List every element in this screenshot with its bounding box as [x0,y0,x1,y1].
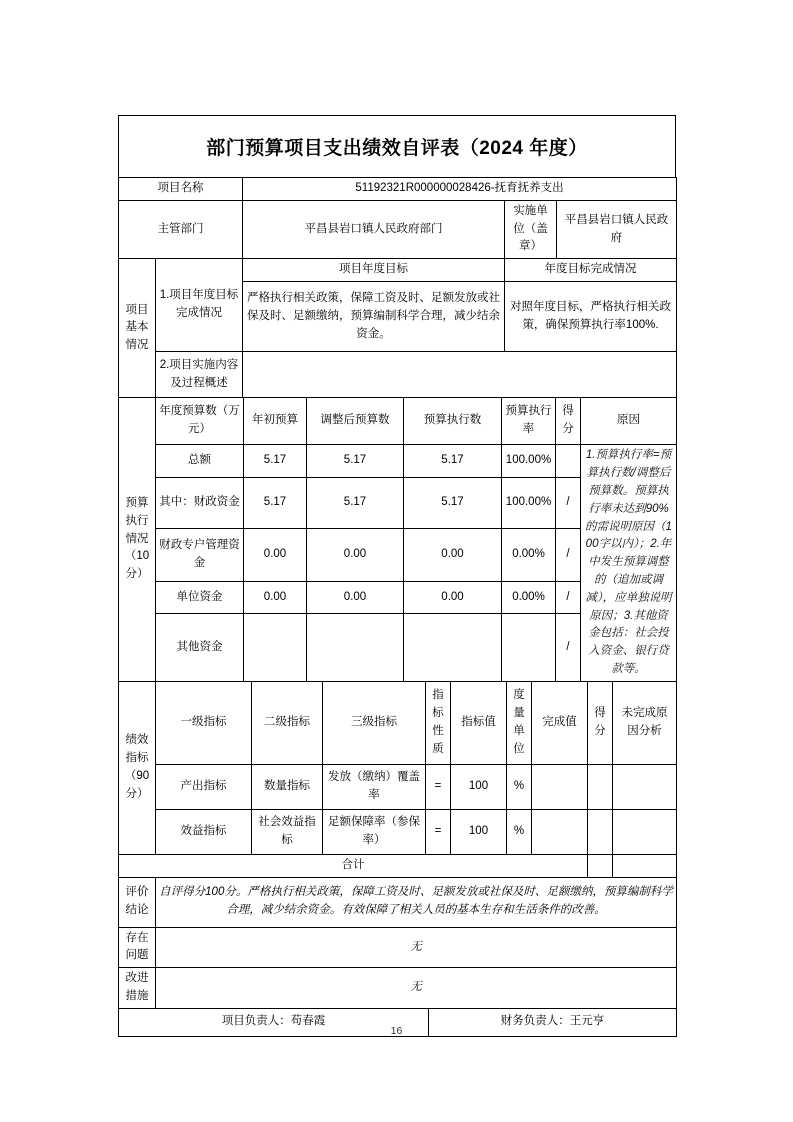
problems-text: 无 [156,927,677,968]
conclusion-label: 评价结论 [119,877,156,927]
basic-row2-label: 2.项目实施内容及过程概述 [156,352,243,398]
project-info-table [118,177,677,259]
basic-info-table [118,258,677,398]
project-name-value: 51192321R000000028426-抚育抚养支出 [243,178,677,201]
budget-cell-executed: 5.17 [404,445,502,477]
perf-cell-score [588,809,613,854]
perf-cell-l3: 足额保障率（参保率） [323,809,426,854]
dept-value: 平昌县岩口镇人民政府部门 [243,200,505,258]
basic-row1-label: 1.项目年度目标完成情况 [156,259,243,352]
budget-header-reason: 原因 [581,398,677,445]
perf-total-score [588,854,613,877]
budget-row-label: 其中：财政资金 [156,477,244,529]
perf-cell-done [532,764,588,809]
budget-header-rate: 预算执行率 [502,398,556,445]
basic-header-row [119,259,677,282]
perf-total-row [119,854,677,877]
perf-total-reason [613,854,677,877]
budget-reason-note: 1.预算执行率=预算执行数/调整后预算数。预算执行率未达到90%的需说明原因（100字以内）；2.年中发生预算调整的（追加或调减），应单独说明原因；3.其他资金包括：社会投入资金、银行贷款等。 [581,445,677,682]
budget-cell-score: / [556,477,581,529]
budget-cell-executed: 0.00 [404,529,502,582]
completion-text: 对照年度目标，严格执行相关政策，确保预算执行率100%. [505,282,677,352]
perf-cell-l3: 发放（缴纳）覆盖率 [323,764,426,809]
performance-table [118,681,677,878]
budget-cell-executed [404,614,502,681]
perf-cell-nature: = [426,764,451,809]
budget-cell-initial: 5.17 [244,445,307,477]
budget-cell-score: / [556,614,581,681]
perf-header-done: 完成值 [532,681,588,764]
improve-label: 改进措施 [119,968,156,1009]
perf-header-reason: 未完成原因分析 [613,681,677,764]
evaluation-table [118,115,676,1037]
budget-header-annual: 年度预算数（万元） [156,398,244,445]
completion-header: 年度目标完成情况 [505,259,677,282]
budget-cell-initial: 5.17 [244,477,307,529]
perf-cell-l2: 社会效益指标 [252,809,323,854]
budget-header-row [119,398,677,445]
budget-cell-initial: 0.00 [244,529,307,582]
budget-cell-executed: 0.00 [404,582,502,614]
perf-cell-l2: 数量指标 [252,764,323,809]
conclusion-text: 自评得分100分。严格执行相关政策，保障工资及时、足额发放或社保及时、足额缴纳，预算编制科学合理，减少结余资金。有效保障了相关人员的基本生存和生活条件的改善。 [156,877,677,927]
budget-cell-initial [244,614,307,681]
title-box [118,115,676,178]
budget-header-adjusted: 调整后预算数 [307,398,404,445]
perf-cell-unit: % [507,809,532,854]
budget-row-label: 财政专户管理资金 [156,529,244,582]
budget-cell-rate: 0.00% [502,529,556,582]
budget-cell-score [556,445,581,477]
improve-text: 无 [156,968,677,1009]
basic-row2 [119,352,677,398]
budget-cell-adjusted: 0.00 [307,529,404,582]
finance-manager-name: 王元亨 [569,1015,605,1028]
problems-label: 存在问题 [119,927,156,968]
perf-header-score: 得分 [588,681,613,764]
perf-cell-unit: % [507,764,532,809]
perf-cell-l1: 效益指标 [156,809,252,854]
goal-header: 项目年度目标 [243,259,505,282]
page-number: 16 [390,1025,403,1037]
budget-cell-score: / [556,529,581,582]
improve-row [119,968,677,1009]
project-name-label: 项目名称 [119,178,243,201]
budget-cell-executed: 5.17 [404,477,502,529]
perf-row-output [119,764,677,809]
budget-table [118,397,677,682]
budget-cell-adjusted: 5.17 [307,477,404,529]
budget-cell-adjusted [307,614,404,681]
budget-cell-score: / [556,582,581,614]
perf-cell-score [588,764,613,809]
perf-header-level2: 二级指标 [252,681,323,764]
perf-cell-l1: 产出指标 [156,764,252,809]
finance-manager-label: 财务负责人： [500,1015,570,1028]
perf-cell-target: 100 [451,764,507,809]
impl-unit-value: 平昌县岩口镇人民政府 [557,200,677,258]
budget-header-executed: 预算执行数 [404,398,502,445]
basic-row2-value [243,352,677,398]
project-manager-label: 项目负责人： [221,1015,291,1028]
page-title: 部门预算项目支出绩效自评表（2024 年度） [206,138,588,159]
budget-row-label: 总额 [156,445,244,477]
conclusion-row [119,877,677,927]
project-manager-name: 苟春霞 [290,1015,326,1028]
budget-cell-rate: 0.00% [502,582,556,614]
goal-text: 严格执行相关政策，保障工资及时、足额发放或社保及时、足额缴纳，预算编制科学合理，减少结余资金。 [243,282,505,352]
budget-section-label: 预算执行情况（10分） [119,398,156,682]
perf-header-unit: 度量单位 [507,681,532,764]
basic-section-label: 项目基本情况 [119,259,156,398]
department-row [119,200,677,258]
perf-header-row [119,681,677,764]
problems-row [119,927,677,968]
budget-cell-initial: 0.00 [244,582,307,614]
impl-unit-label: 实施单位（盖章） [505,200,557,258]
perf-total-label: 合计 [119,854,588,877]
perf-header-nature: 指标性质 [426,681,451,764]
perf-cell-reason [613,764,677,809]
budget-cell-adjusted: 0.00 [307,582,404,614]
dept-label: 主管部门 [119,200,243,258]
perf-header-level3: 三级指标 [323,681,426,764]
budget-header-score: 得分 [556,398,581,445]
budget-row-total [119,445,677,477]
perf-header-level1: 一级指标 [156,681,252,764]
budget-row-label: 其他资金 [156,614,244,681]
project-name-row [119,178,677,201]
budget-cell-adjusted: 5.17 [307,445,404,477]
perf-cell-done [532,809,588,854]
budget-cell-rate: 100.00% [502,445,556,477]
budget-cell-rate: 100.00% [502,477,556,529]
footer-table [118,877,677,1037]
perf-cell-nature: = [426,809,451,854]
perf-cell-target: 100 [451,809,507,854]
perf-section-label: 绩效指标（90分） [119,681,156,854]
budget-row-label: 单位资金 [156,582,244,614]
budget-cell-rate [502,614,556,681]
perf-cell-reason [613,809,677,854]
perf-header-target: 指标值 [451,681,507,764]
perf-row-benefit [119,809,677,854]
budget-header-initial: 年初预算 [244,398,307,445]
